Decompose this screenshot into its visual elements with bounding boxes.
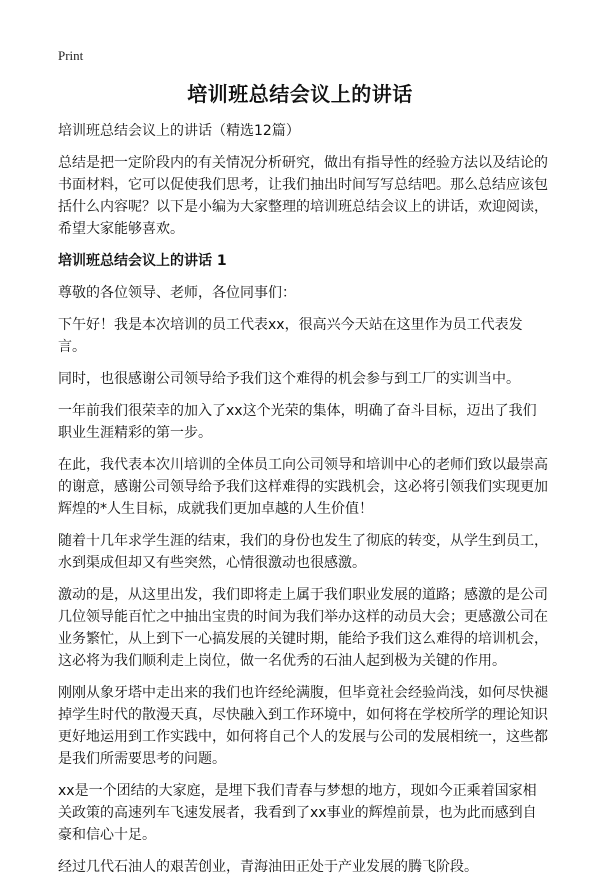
speech-paragraph: 激动的是，从这里出发，我们即将走上属于我们职业发展的道路；感激的是公司几位领导能百忙之中抽出宝贵的时间为我们举办这样的动员大会；更感激公司在业务繁忙，从上到下一心搞发展的关键时期，能给予我们这么难得的培训机会，这必将为我们顺利走上岗位，做一名优秀的石油人起到极为关键的作用。 xyxy=(58,587,548,669)
document-body xyxy=(58,120,548,888)
section-heading: 培训班总结会议上的讲话 1 xyxy=(58,253,227,269)
speech-paragraph: 经过几代石油人的艰苦创业，青海油田正处于产业发展的腾飞阶段。 xyxy=(58,859,478,875)
speech-paragraph: 在此，我代表本次川培训的全体员工向公司领导和培训中心的老师们致以最崇高的谢意，感谢公司领导给予我们这样难得的实践机会，这必将引领我们实现更加辉煌的*人生目标，成就我们更加卓越的人生价值！ xyxy=(58,457,548,517)
speech-paragraph: 随着十几年求学生涯的结束，我们的身份也发生了彻底的转变，从学生到员工，水到渠成但却又有些突然，心情很激动也很感激。 xyxy=(58,533,548,571)
speech-paragraph: xx是一个团结的大家庭，是埋下我们青春与梦想的地方，现如今正乘着国家相关政策的高速列车飞速发展者，我看到了xx事业的辉煌前景，也为此而感到自豪和信心十足。 xyxy=(58,783,537,843)
speech-paragraph: 下午好！我是本次培训的员工代表xx，很高兴今天站在这里作为员工代表发言。 xyxy=(58,317,523,355)
speech-paragraph: 尊敬的各位领导、老师，各位同事们： xyxy=(58,285,296,301)
page-title: 培训班总结会议上的讲话 xyxy=(187,82,413,106)
speech-paragraph: 同时，也很感谢公司领导给予我们这个难得的机会参与到工厂的实训当中。 xyxy=(58,371,520,387)
speech-paragraph: 刚刚从象牙塔中走出来的我们也许经纶满腹，但毕竟社会经验尚浅，如何尽快褪掉学生时代的散漫天真，尽快融入到工作环境中，如何将在学校所学的理论知识更好地运用到工作实践中，如何将自己个人的发展与公司的发展相统一，这些都是我们所需要思考的问题。 xyxy=(58,685,548,767)
intro-paragraph: 总结是把一定阶段内的有关情况分析研究，做出有指导性的经验方法以及结论的书面材料，它可以促使我们思考，让我们抽出时间写写总结吧。那么总结应该包括什么内容呢？以下是小编为大家整理的培训班总结会议上的讲话，欢迎阅读，希望大家能够喜欢。 xyxy=(58,155,548,237)
print-label: Print xyxy=(58,48,84,63)
speech-paragraph: 一年前我们很荣幸的加入了xx这个光荣的集体，明确了奋斗目标，迈出了我们职业生涯精彩的第一步。 xyxy=(58,403,537,441)
document-subtitle: 培训班总结会议上的讲话（精选12篇） xyxy=(58,123,300,139)
